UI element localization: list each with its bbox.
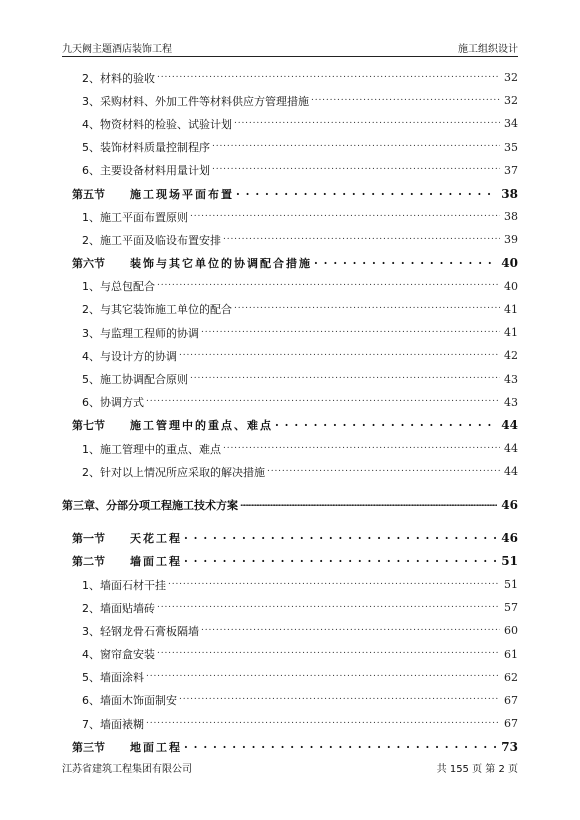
toc-chapter-row[interactable]: [62, 493, 518, 516]
toc-dot-leader: [157, 280, 500, 292]
toc-page-number: 51: [504, 578, 518, 592]
toc-page-number: 44: [504, 465, 518, 479]
toc-dot-leader: [157, 602, 500, 614]
toc-entry-title: 1、施工管理中的重点、难点: [82, 442, 221, 456]
toc-dot-leader: [146, 718, 500, 730]
toc-entry-title: 墙面工程: [130, 555, 182, 569]
toc-entry-title: 5、墙面涂料: [82, 671, 144, 685]
toc-item-row[interactable]: [62, 619, 518, 642]
toc-entry-title: 4、窗帘盒安装: [82, 648, 155, 662]
toc-page-number: 37: [504, 163, 518, 177]
toc-entry-title: 第三章、分部分项工程施工技术方案: [62, 498, 238, 512]
toc-dot-leader: [201, 625, 500, 637]
toc-item-row[interactable]: [62, 367, 518, 390]
toc-page-number: 42: [504, 349, 518, 363]
toc-dot-leader: [236, 188, 497, 200]
toc-item-row[interactable]: [62, 391, 518, 414]
toc-page-number: 62: [504, 670, 518, 684]
toc-section-number: 第七节: [72, 419, 105, 433]
toc-item-row[interactable]: [62, 136, 518, 159]
toc-item-row[interactable]: [62, 573, 518, 596]
toc-page-number: 57: [504, 601, 518, 615]
toc-dot-leader: [146, 671, 500, 683]
toc-dot-leader: [212, 141, 500, 153]
toc-section-number: 第三节: [72, 740, 105, 754]
toc-section-number: 第二节: [72, 555, 105, 569]
toc-entry-title: 4、物资材料的检验、试验计划: [82, 117, 232, 131]
toc-dot-leader: [184, 555, 497, 567]
toc-page-number: 67: [504, 693, 518, 707]
toc-entry-title: 1、与总包配合: [82, 280, 155, 294]
toc-dot-leader: [157, 648, 500, 660]
toc-section-number: 第一节: [72, 532, 105, 546]
toc-dot-leader: [179, 694, 500, 706]
toc-entry-title: 4、与设计方的协调: [82, 349, 177, 363]
toc-dot-leader: [240, 499, 497, 511]
toc-dot-leader: [223, 234, 500, 246]
toc-item-row[interactable]: [62, 205, 518, 228]
footer-page-count: 共 155 页 第 2 页: [436, 764, 518, 775]
toc-item-row[interactable]: [62, 159, 518, 182]
toc-dot-leader: [212, 164, 500, 176]
toc-page-number: 51: [501, 554, 518, 569]
toc-dot-leader: [275, 419, 497, 431]
toc-page-number: 40: [501, 256, 518, 271]
header-document-type: 施工组织设计: [458, 44, 518, 55]
toc-item-row[interactable]: [62, 643, 518, 666]
toc-dot-leader: [234, 303, 500, 315]
toc-entry-title: 2、材料的验收: [82, 71, 155, 85]
toc-entry-title: 1、施工平面布置原则: [82, 210, 188, 224]
toc-entry-title: 6、协调方式: [82, 396, 144, 410]
toc-dot-leader: [223, 443, 500, 455]
header-project-title: 九天阙主题酒店装饰工程: [62, 44, 172, 55]
toc-dot-leader: [190, 211, 500, 223]
toc-entry-title: 3、轻钢龙骨石膏板隔墙: [82, 624, 199, 638]
toc-page-number: 46: [501, 497, 518, 512]
toc-section-number: 第五节: [72, 187, 105, 201]
toc-section-row[interactable]: [62, 550, 518, 573]
toc-page-number: 38: [501, 186, 518, 201]
toc-dot-leader: [314, 257, 497, 269]
toc-page-number: 40: [504, 279, 518, 293]
toc-dot-leader: [234, 118, 500, 130]
toc-dot-leader: [184, 741, 497, 753]
toc-page-number: 43: [504, 395, 518, 409]
toc-dot-leader: [311, 95, 500, 107]
toc-entry-title: 6、墙面木饰面制安: [82, 694, 177, 708]
toc-item-row[interactable]: [62, 112, 518, 135]
toc-section-row[interactable]: [62, 252, 518, 275]
toc-page-number: 32: [504, 94, 518, 108]
toc-page-number: 43: [504, 372, 518, 386]
toc-section-row[interactable]: [62, 182, 518, 205]
toc-page-number: 41: [504, 302, 518, 316]
toc-item-row[interactable]: [62, 460, 518, 483]
toc-entry-title: 2、墙面贴墙砖: [82, 601, 155, 615]
toc-item-row[interactable]: [62, 298, 518, 321]
toc-page-number: 38: [504, 210, 518, 224]
toc-section-row[interactable]: [62, 735, 518, 758]
toc-page-number: 32: [504, 71, 518, 85]
toc-page-number: 34: [504, 117, 518, 131]
toc-page-number: 41: [504, 326, 518, 340]
toc-page-number: 44: [504, 442, 518, 456]
page-header: [62, 38, 518, 57]
toc-page-number: 73: [501, 739, 518, 754]
toc-item-row[interactable]: [62, 689, 518, 712]
toc-item-row[interactable]: [62, 89, 518, 112]
toc-section-row[interactable]: [62, 414, 518, 437]
toc-section-number: 第六节: [72, 257, 105, 271]
toc-item-row[interactable]: [62, 666, 518, 689]
toc-page-number: 44: [501, 418, 518, 433]
toc-entry-title: 装饰与其它单位的协调配合措施: [130, 257, 312, 271]
toc-spacer: [62, 517, 518, 527]
toc-page-number: 39: [504, 233, 518, 247]
toc-dot-leader: [201, 327, 500, 339]
toc-entry-title: 2、与其它装饰施工单位的配合: [82, 303, 232, 317]
toc-page-number: 60: [504, 624, 518, 638]
toc-item-row[interactable]: [62, 344, 518, 367]
table-of-contents: [62, 66, 518, 758]
toc-entry-title: 2、针对以上情况所应采取的解决措施: [82, 465, 265, 479]
toc-dot-leader: [267, 466, 500, 478]
toc-entry-title: 7、墙面裱糊: [82, 717, 144, 731]
toc-item-row[interactable]: [62, 275, 518, 298]
toc-section-row[interactable]: [62, 527, 518, 550]
toc-dot-leader: [157, 72, 500, 84]
toc-page-number: 61: [504, 647, 518, 661]
toc-item-row[interactable]: [62, 712, 518, 735]
toc-item-row[interactable]: [62, 66, 518, 89]
toc-entry-title: 施工现场平面布置: [130, 187, 234, 201]
toc-dot-leader: [168, 579, 500, 591]
toc-page-number: 67: [504, 717, 518, 731]
toc-entry-title: 6、主要设备材料用量计划: [82, 164, 210, 178]
toc-entry-title: 天花工程: [130, 532, 182, 546]
footer-company: 江苏省建筑工程集团有限公司: [62, 764, 192, 775]
toc-spacer: [62, 483, 518, 493]
toc-entry-title: 地面工程: [130, 740, 182, 754]
toc-entry-title: 施工管理中的重点、难点: [130, 419, 273, 433]
toc-entry-title: 3、与监理工程师的协调: [82, 326, 199, 340]
toc-entry-title: 1、墙面石材干挂: [82, 578, 166, 592]
toc-item-row[interactable]: [62, 596, 518, 619]
toc-entry-title: 2、施工平面及临设布置安排: [82, 233, 221, 247]
toc-entry-title: 3、采购材料、外加工件等材料供应方管理措施: [82, 94, 309, 108]
toc-dot-leader: [146, 396, 500, 408]
toc-item-row[interactable]: [62, 228, 518, 251]
toc-page-number: 46: [501, 531, 518, 546]
toc-entry-title: 5、装饰材料质量控制程序: [82, 141, 210, 155]
toc-item-row[interactable]: [62, 437, 518, 460]
toc-dot-leader: [190, 373, 500, 385]
toc-dot-leader: [179, 350, 500, 362]
toc-dot-leader: [184, 532, 497, 544]
toc-entry-title: 5、施工协调配合原则: [82, 373, 188, 387]
toc-page-number: 35: [504, 140, 518, 154]
toc-item-row[interactable]: [62, 321, 518, 344]
